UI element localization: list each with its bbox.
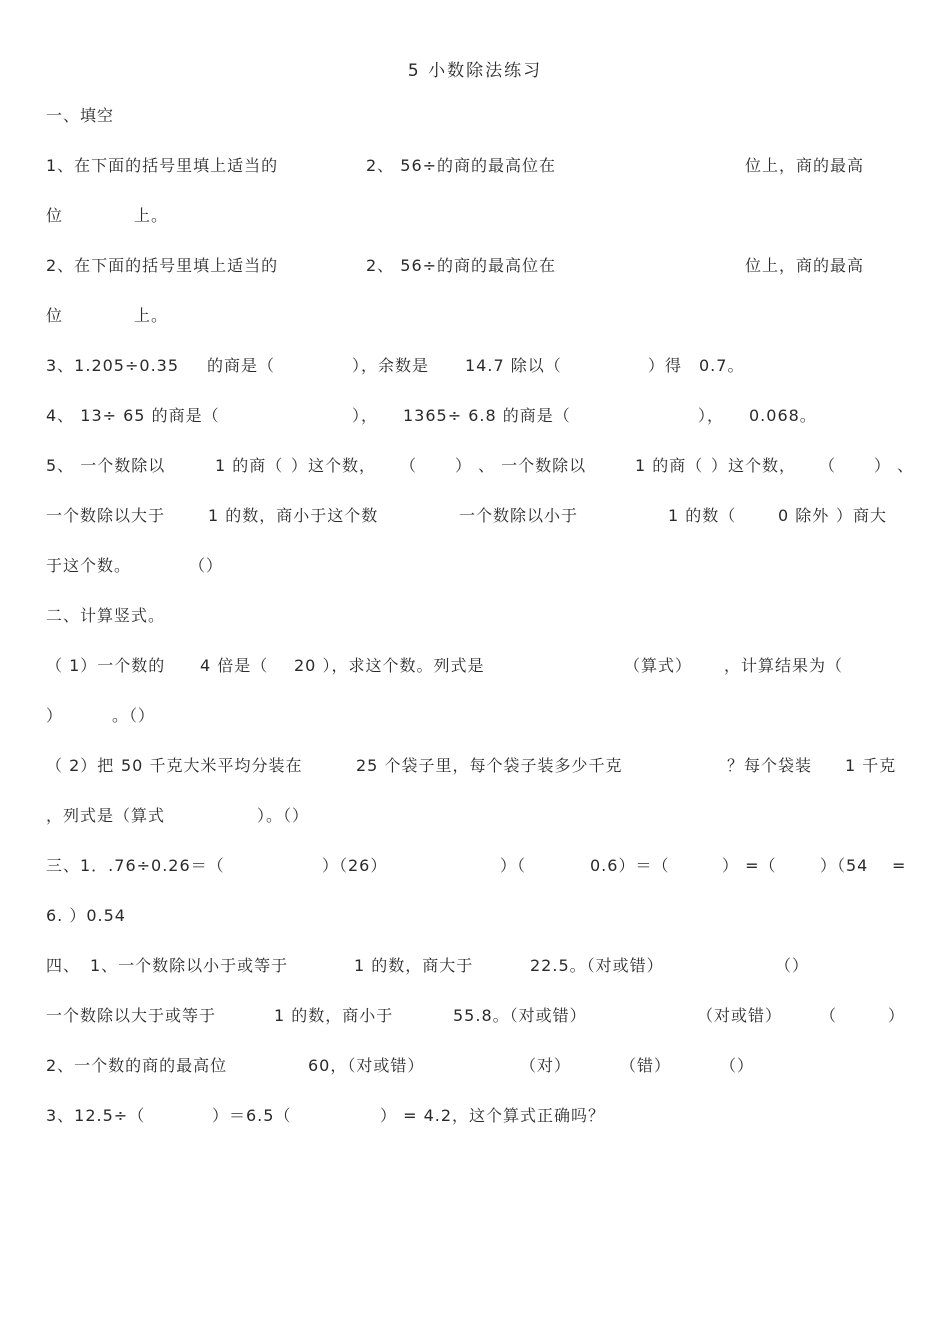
text-line [0, 954, 950, 978]
text-segment: ），余数是 [352, 356, 430, 375]
text-segment: 于这个数。 [46, 556, 132, 575]
text-segment: （对或错） [697, 1006, 783, 1025]
text-segment: 1、一个数除以小于或等于 [90, 956, 289, 975]
text-line [0, 754, 950, 778]
text-segment: 0.6）＝（ [590, 856, 670, 875]
text-segment: 6. ）0.54 [46, 906, 126, 925]
text-segment: 1 的商（ [635, 456, 704, 475]
text-line [0, 554, 950, 578]
text-segment: 4 倍是（ [200, 656, 269, 675]
text-segment: 50 千克大米平均分装在 [121, 756, 303, 775]
text-line [0, 804, 950, 828]
text-segment: 一个数除以大于 [46, 506, 166, 525]
text-segment: （） [720, 1056, 755, 1075]
section-heading: 一、填空 [46, 106, 115, 125]
text-segment: 位 [46, 206, 64, 225]
section-heading: 四、 [46, 956, 81, 975]
text-segment: ）这个数， [711, 456, 797, 475]
text-segment: 4、 13÷ 65 的商是（ [46, 406, 220, 425]
text-segment: 的商是（ [207, 356, 276, 375]
text-segment: 2、 56÷的商的最高位在 [366, 156, 557, 175]
text-line [0, 654, 950, 678]
text-segment: 2、一个数的商的最高位 [46, 1056, 228, 1075]
text-segment: （ [820, 1006, 838, 1025]
text-line [0, 204, 950, 228]
text-line [0, 104, 950, 128]
text-segment: ） =（ [722, 856, 777, 875]
text-line [0, 504, 950, 528]
text-segment: ） [888, 1006, 906, 1025]
text-segment: 1 的数，商大于 [354, 956, 474, 975]
text-line [0, 854, 950, 878]
text-line [0, 604, 950, 628]
text-segment: （算式） [624, 656, 693, 675]
text-line [0, 304, 950, 328]
text-segment: 25 个袋子里，每个袋子装多少千克 [356, 756, 623, 775]
text-segment: ）（26） [322, 856, 388, 875]
text-line [0, 704, 950, 728]
text-segment: （ 2）把 [46, 756, 115, 775]
text-segment: ）商大 [836, 506, 888, 525]
text-line [0, 354, 950, 378]
text-segment: 2、在下面的括号里填上适当的 [46, 256, 279, 275]
text-line [0, 904, 950, 928]
text-segment: 0.068。 [749, 406, 817, 425]
text-segment: 1 的数，商小于这个数 [208, 506, 379, 525]
text-segment: ） [46, 706, 64, 725]
page-title: 5 小数除法练习 [407, 61, 543, 81]
text-segment: （ [819, 456, 837, 475]
text-segment: 一个数除以大于或等于 [46, 1006, 217, 1025]
text-segment: 。（） [112, 706, 156, 725]
text-segment: 2、 56÷的商的最高位在 [366, 256, 557, 275]
text-segment: 位上，商的最高 [745, 256, 865, 275]
text-segment: ？每个袋装 [727, 756, 813, 775]
text-segment: 1365÷ 6.8 的商是（ [403, 406, 571, 425]
text-segment: ）， [352, 406, 379, 425]
text-segment: ）得 [648, 356, 683, 375]
text-segment: ）这个数， [291, 456, 377, 475]
text-segment: ）（54 [820, 856, 869, 875]
text-segment: ，计算结果为（ [724, 656, 844, 675]
text-segment: 3、1.205÷0.35 [46, 356, 180, 375]
text-line [0, 254, 950, 278]
text-segment: （错） [620, 1056, 672, 1075]
text-segment: 一个数除以小于 [459, 506, 579, 525]
text-segment: 三、1．.76÷0.26＝（ [46, 856, 225, 875]
text-segment: = [892, 856, 907, 875]
text-segment: 3、12.5÷（ [46, 1106, 146, 1125]
text-segment: 1 的数，商小于 [274, 1006, 394, 1025]
text-segment: 20 ），求这个数。列式是 [294, 656, 485, 675]
text-segment: （ 1）一个数的 [46, 656, 166, 675]
section-heading: 二、计算竖式。 [46, 606, 166, 625]
text-segment: （） [775, 956, 810, 975]
text-segment: 1 的数（ [668, 506, 737, 525]
text-segment: 位上，商的最高 [745, 156, 865, 175]
text-line [0, 1004, 950, 1028]
text-segment: （ [400, 456, 418, 475]
text-segment: （对） [520, 1056, 572, 1075]
text-segment: ） 、 一个数除以 [455, 456, 587, 475]
text-segment: 0.7。 [699, 356, 745, 375]
text-segment: 1 的商（ [215, 456, 284, 475]
text-line [0, 1104, 950, 1128]
text-segment: ）， [698, 406, 725, 425]
text-segment: 22.5。（对或错） [530, 956, 664, 975]
text-segment: 上。 [134, 306, 169, 325]
text-segment: ）（ [500, 856, 527, 875]
text-segment: 55.8。（对或错） [453, 1006, 587, 1025]
text-segment: 位 [46, 306, 64, 325]
text-segment: 上。 [134, 206, 169, 225]
text-segment: ） 、 [874, 456, 915, 475]
text-segment: 1、在下面的括号里填上适当的 [46, 156, 279, 175]
text-line [0, 454, 950, 478]
text-segment: ）。（） [257, 806, 310, 825]
text-segment: ）＝6.5（ [212, 1106, 292, 1125]
text-segment: ，列式是（算式 [46, 806, 166, 825]
text-segment: 1 千克 [845, 756, 897, 775]
text-line [0, 154, 950, 178]
text-segment: ） = 4.2，这个算式正确吗？ [380, 1106, 606, 1125]
text-line [0, 1054, 950, 1078]
text-segment: 14.7 除以（ [465, 356, 562, 375]
text-segment: 60，（对或错） [308, 1056, 425, 1075]
text-line [0, 404, 950, 428]
text-segment: （） [189, 556, 224, 575]
text-segment: 5、 一个数除以 [46, 456, 166, 475]
text-segment: 0 除外 [778, 506, 830, 525]
